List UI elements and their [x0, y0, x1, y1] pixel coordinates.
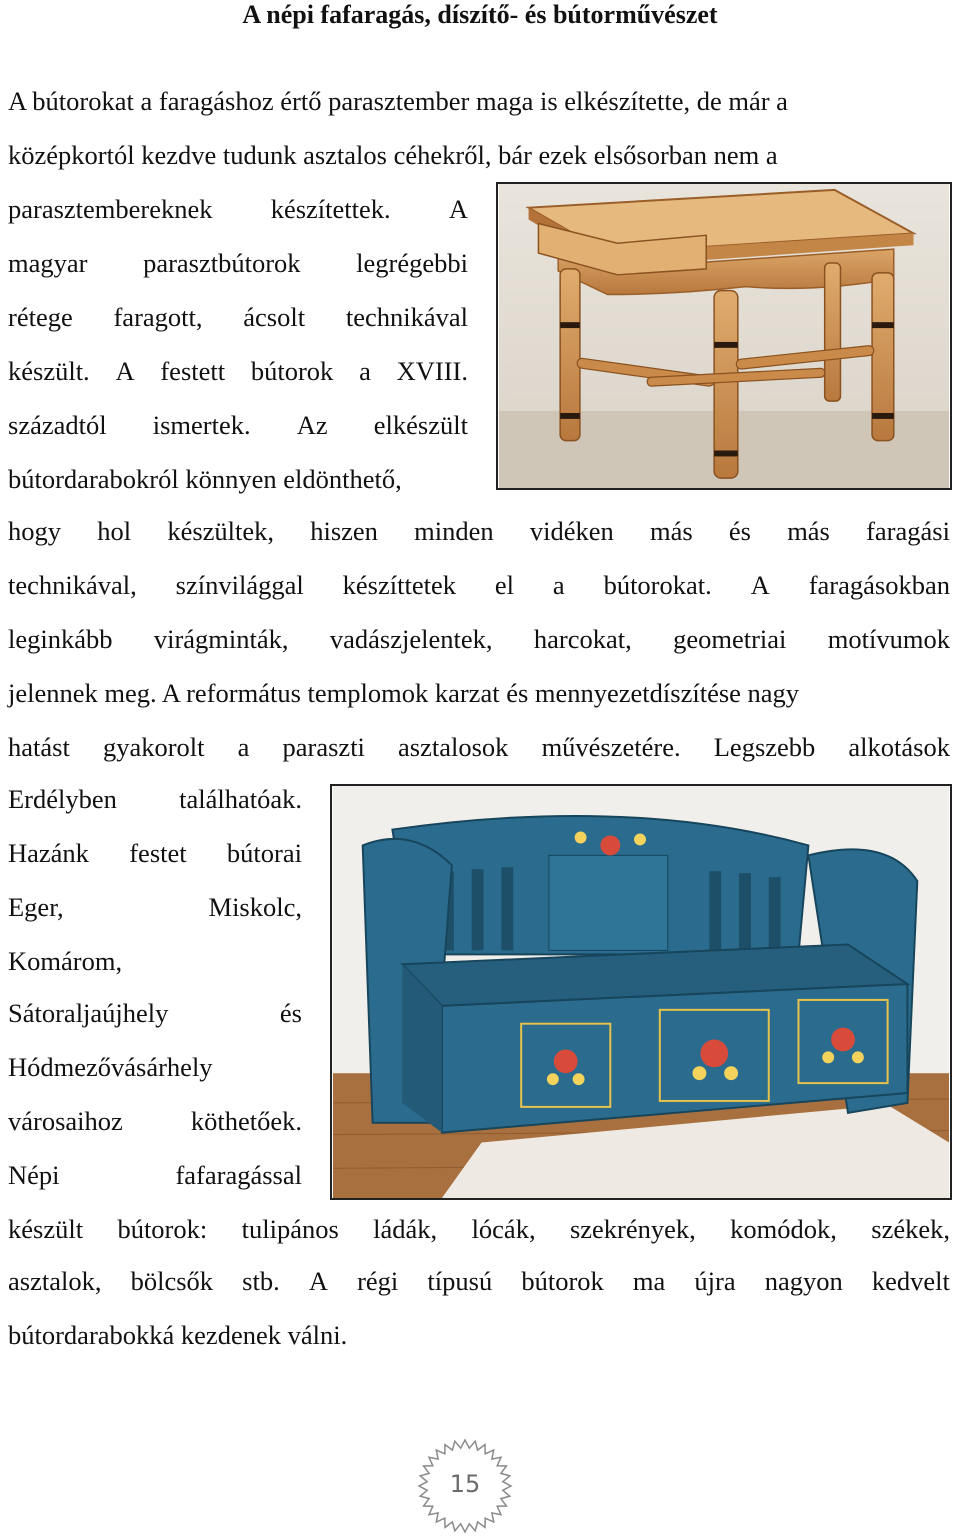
text-line: Hódmezővásárhely: [8, 1052, 213, 1082]
word: parasztembereknek: [8, 194, 213, 224]
word: ácsolt: [243, 302, 306, 332]
word: készíttetek: [342, 570, 456, 600]
word: rétege: [8, 302, 73, 332]
word: Erdélyben: [8, 784, 117, 814]
text-line: [8, 892, 302, 922]
word: újra: [694, 1266, 736, 1296]
word: technikával,: [8, 570, 137, 600]
word: festett: [160, 356, 226, 386]
word: elkészült: [373, 410, 468, 440]
word: Miskolc,: [208, 892, 302, 922]
text-line: [8, 732, 950, 762]
word: tulipános: [241, 1214, 339, 1244]
text-line: [8, 356, 468, 386]
word: vidéken: [529, 516, 614, 546]
text-line: [8, 838, 302, 868]
word: Hazánk: [8, 838, 89, 868]
word: A: [308, 1266, 328, 1296]
word: városaihoz: [8, 1106, 123, 1136]
word: asztalok,: [8, 1266, 102, 1296]
word: találhatóak.: [179, 784, 302, 814]
text-line: [8, 248, 468, 278]
word: bútorokat.: [603, 570, 712, 600]
word: Legszebb: [713, 732, 816, 762]
word: hatást: [8, 732, 70, 762]
word: A: [448, 194, 468, 224]
painted-bench-illustration: [332, 786, 950, 1198]
text-line: bútordarabokká kezdenek válni.: [8, 1320, 348, 1350]
table-photo: [496, 182, 952, 490]
word: készült: [8, 1214, 84, 1244]
word: faragott,: [113, 302, 203, 332]
word: bútorok:: [117, 1214, 208, 1244]
word: hol: [97, 516, 132, 546]
word: készültek,: [167, 516, 275, 546]
text-line: Komárom,: [8, 946, 123, 976]
word: ismertek.: [152, 410, 251, 440]
word: XVIII.: [396, 356, 468, 386]
bench-photo: [330, 784, 952, 1200]
word: asztalosok: [398, 732, 509, 762]
word: típusú: [427, 1266, 493, 1296]
word: A: [115, 356, 135, 386]
word: bútorok: [250, 356, 334, 386]
text-line: [8, 302, 468, 332]
word: bútorok: [521, 1266, 604, 1296]
text-line: [8, 1160, 302, 1190]
text-line: [8, 1266, 950, 1296]
page-number: 15: [449, 1470, 481, 1498]
word: nagyon: [764, 1266, 843, 1296]
word: legrégebbi: [356, 248, 468, 278]
word: készítettek.: [270, 194, 391, 224]
word: ma: [632, 1266, 666, 1296]
word: kedvelt: [871, 1266, 950, 1296]
word: más: [649, 516, 693, 546]
text-line: [8, 570, 950, 600]
word: faragásokban: [808, 570, 950, 600]
word: geometriai: [673, 624, 787, 654]
word: magyar: [8, 248, 88, 278]
word: fafaragással: [175, 1160, 302, 1190]
word: más: [787, 516, 830, 546]
text-line: középkortól kezdve tudunk asztalos céhekről, bár ezek elsősorban nem a: [8, 140, 778, 170]
text-line: [8, 410, 468, 440]
text-line: [8, 998, 302, 1028]
word: művészetére.: [541, 732, 681, 762]
word: stb.: [242, 1266, 280, 1296]
word: régi: [357, 1266, 399, 1296]
word: leginkább: [8, 624, 113, 654]
word: vadászjelentek,: [329, 624, 493, 654]
word: és: [728, 516, 751, 546]
text-line: bútordarabokról könnyen eldönthető,: [8, 464, 402, 494]
word: ládák,: [373, 1214, 438, 1244]
word: technikával: [345, 302, 468, 332]
word: festet: [129, 838, 187, 868]
word: bútorai: [226, 838, 302, 868]
text-line: [8, 1106, 302, 1136]
text-line: [8, 1214, 950, 1244]
text-line: jelennek meg. A református templomok karzat és mennyezetdíszítése nagy: [8, 678, 800, 708]
word: Népi: [8, 1160, 60, 1190]
page-number-badge: [410, 1436, 520, 1536]
word: Eger,: [8, 892, 64, 922]
word: minden: [414, 516, 494, 546]
word: Az: [296, 410, 328, 440]
word: a: [237, 732, 250, 762]
word: A: [750, 570, 770, 600]
text-line: [8, 784, 302, 814]
word: el: [494, 570, 514, 600]
word: motívumok: [827, 624, 950, 654]
word: komódok,: [730, 1214, 837, 1244]
wooden-table-illustration: [498, 184, 950, 488]
word: gyakorolt: [102, 732, 205, 762]
word: faragási: [866, 516, 950, 546]
word: szekrények,: [569, 1214, 696, 1244]
word: színvilággal: [175, 570, 304, 600]
word: virágminták,: [153, 624, 289, 654]
text-line: [8, 194, 468, 224]
word: a: [552, 570, 565, 600]
page-title: A népi fafaragás, díszítő- és bútorművészet: [242, 0, 718, 29]
word: lócák,: [471, 1214, 536, 1244]
word: és: [279, 998, 302, 1028]
word: készült.: [8, 356, 90, 386]
word: alkotások: [848, 732, 950, 762]
word: a: [359, 356, 371, 386]
word: parasztbútorok: [143, 248, 301, 278]
word: bölcsők: [130, 1266, 214, 1296]
word: hiszen: [310, 516, 378, 546]
word: székek,: [871, 1214, 950, 1244]
word: köthetőek.: [190, 1106, 302, 1136]
word: századtól: [8, 410, 107, 440]
word: harcokat,: [533, 624, 632, 654]
word: hogy: [8, 516, 61, 546]
word: Sátoraljaújhely: [8, 998, 169, 1028]
word: paraszti: [282, 732, 365, 762]
text-line: [8, 624, 950, 654]
text-line: [8, 516, 950, 546]
text-line: A bútorokat a faragáshoz értő parasztember maga is elkészítette, de már a: [8, 86, 788, 116]
